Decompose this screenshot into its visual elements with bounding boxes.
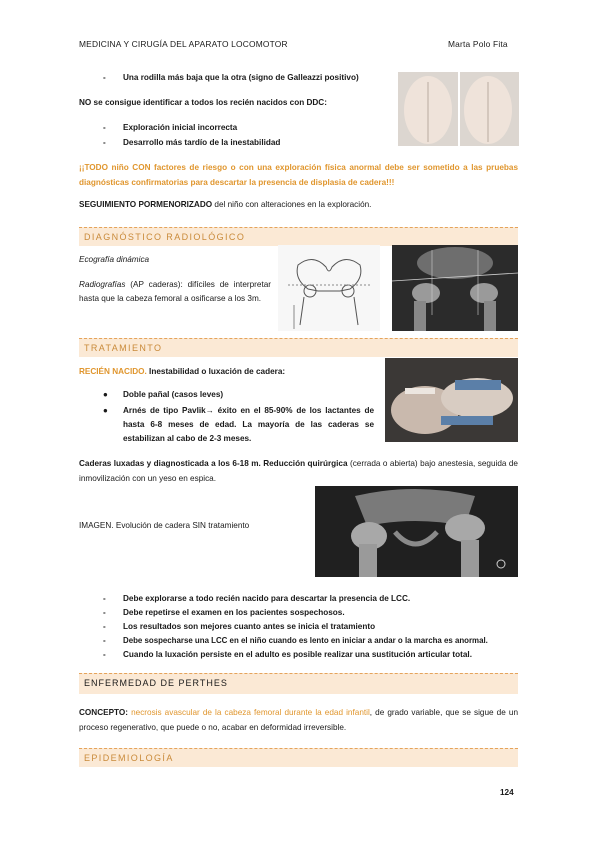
section-title: ENFERMEDAD DE PERTHES [84,678,228,688]
warning-text: ¡¡TODO niño CON factores de riesgo o con una exploración física anormal debe ser sometido a las pruebas diagnósticas confirmatorias para descartar la presencia de displasia de cadera!!! [79,163,518,187]
pelvis-diagram [278,245,380,331]
list-item: - Debe explorarse a todo recién nacido para descartar la presencia de LCC. [103,594,411,603]
rn-line: RECIÉN NACIDO. Inestabilidad o luxación de cadera: [79,367,286,376]
section-epidemiologia [79,748,518,767]
section-perthes [79,673,518,694]
infant-legs-photo [398,72,519,146]
dot-item-2: ● Arnés de tipo Pavlik→ éxito en el 85-90% de los lactantes de hasta 6-8 meses de edad. La mayoría de las caderas se estabilizan al cabo de 2-3 meses. [103,406,374,443]
ddc-line: NO se consigue identificar a todos los recién nacidos con DDC: [79,98,327,107]
imagen-label: IMAGEN. Evolución de cadera SIN tratamiento [79,521,250,530]
header-right: Marta Polo Fita [448,39,508,49]
luxadas-text: Caderas luxadas y diagnosticada a los 6-18 m. Reducción quirúrgica (cerrada o abierta) bajo anestesia, seguida de inmovilización con un yeso en espica. [79,459,518,483]
list-item: - Cuando la luxación persiste en el adulto es posible realizar una sustitución articular total. [103,650,472,659]
dot-item-1: ● Doble pañal (casos leves) [103,390,224,399]
page-number: 124 [500,788,514,797]
header-left: MEDICINA Y CIRUGÍA DEL APARATO LOCOMOTOR [79,39,288,49]
section-title: EPIDEMIOLOGÍA [84,753,174,763]
section-title: DIAGNÓSTICO RADIOLÓGICO [84,232,246,242]
radio-text: Radiografías (AP caderas): difíciles de interpretar hasta que la cabeza femoral a osificarse a los 3m. [79,280,271,303]
recommendation-list [103,593,523,663]
section-diagnostico [79,227,518,246]
concepto-text: CONCEPTO: necrosis avascular de la cabeza femoral durante la edad infantil, de grado variable, que se sigue de un proceso regenerativo, que puede o no, acabar en deformidad irreversible. [79,708,518,732]
list-item: - Debe sospecharse una LCC en el niño cuando es lento en iniciar a andar o la marcha es anormal. [103,636,488,645]
pavlik-harness-photo [385,358,518,442]
list-item: - Los resultados son mejores cuanto antes se inicia el tratamiento [103,622,376,631]
intro-bullet-2: - Exploración inicial incorrecta [103,123,238,132]
eco-label: Ecografía dinámica [79,255,150,264]
list-item: - Debe repetirse el examen en los pacientes sospechosos. [103,608,345,617]
section-title: TRATAMIENTO [84,343,163,353]
hip-xray-ap [392,245,518,331]
section-tratamiento [79,338,518,357]
followup-text: SEGUIMIENTO PORMENORIZADO del niño con alteraciones en la exploración. [79,200,372,209]
hip-xray-untreated [315,486,518,577]
intro-bullet-3: - Desarrollo más tardío de la inestabilidad [103,138,281,147]
